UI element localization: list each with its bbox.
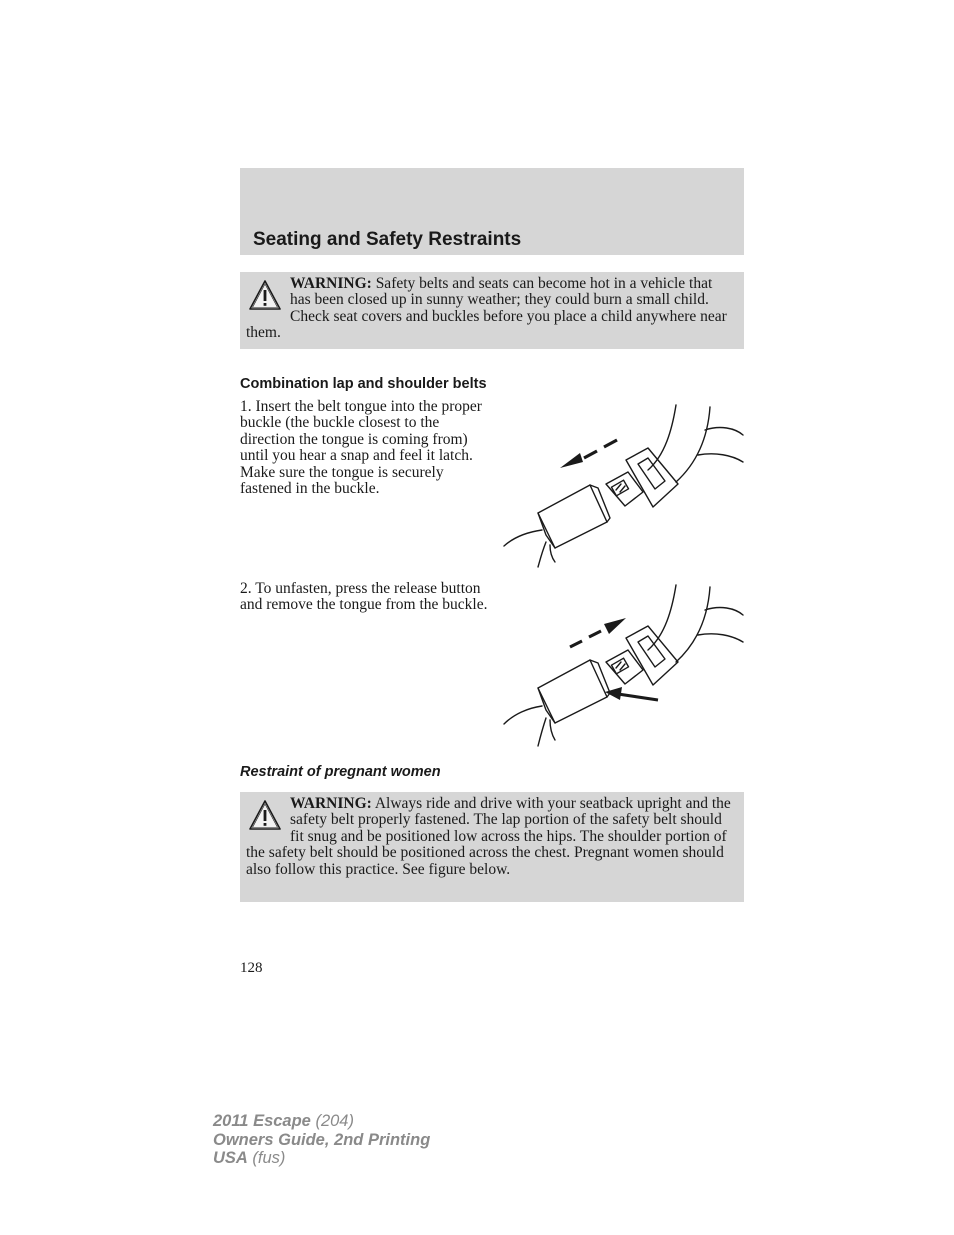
step-2-text: 2. To unfasten, press the release button and remove the tongue from the buckle. (240, 580, 488, 614)
subheading-pregnant-women: Restraint of pregnant women (240, 764, 441, 780)
footer-edition: Owners Guide, 2nd Printing (213, 1130, 431, 1149)
subheading-lap-shoulder-belts: Combination lap and shoulder belts (240, 376, 487, 392)
section-title: Seating and Safety Restraints (253, 229, 522, 250)
footer-model-code: (204) (310, 1112, 354, 1130)
footer-line-model (213, 1112, 430, 1131)
warning-text: Safety belts and seats can become hot in a vehicle that has been closed up in sunny weather; they could burn a small child. Check seat covers and buckles before you place a child anywhere near them. (246, 275, 727, 342)
step-1-text: 1. Insert the belt tongue into the proper buckle (the buckle closest to the direction the tongue is coming from) until you hear a snap and feel it latch. Make sure the tongue is securely fastened in the buckle. (240, 398, 482, 498)
section-header (240, 168, 744, 255)
footer-line-market (213, 1149, 430, 1168)
warning-text: Always ride and drive with your seatback upright and the safety belt properly fastened. The lap portion of the safety belt should fit snug and be positioned low across the hips. The shoulder portion of the safety belt should be positioned across the chest. Pregnant women should also follow this practice. See figure below. (246, 795, 731, 878)
page-number: 128 (240, 960, 263, 976)
document-footer (213, 1112, 430, 1168)
warning-box-hot-belts (240, 272, 744, 349)
footer-market-code: (fus) (247, 1149, 286, 1167)
warning-label: WARNING: (290, 795, 372, 812)
warning-triangle-icon (248, 278, 282, 314)
warning-triangle-icon (248, 798, 282, 834)
footer-market: USA (213, 1149, 248, 1167)
warning-box-pregnant-women (240, 792, 744, 902)
warning-label: WARNING: (290, 275, 372, 292)
footer-line-edition (213, 1131, 430, 1150)
belt-release-illustration (500, 580, 746, 750)
belt-fasten-illustration (500, 400, 746, 570)
footer-model: 2011 Escape (213, 1112, 311, 1130)
